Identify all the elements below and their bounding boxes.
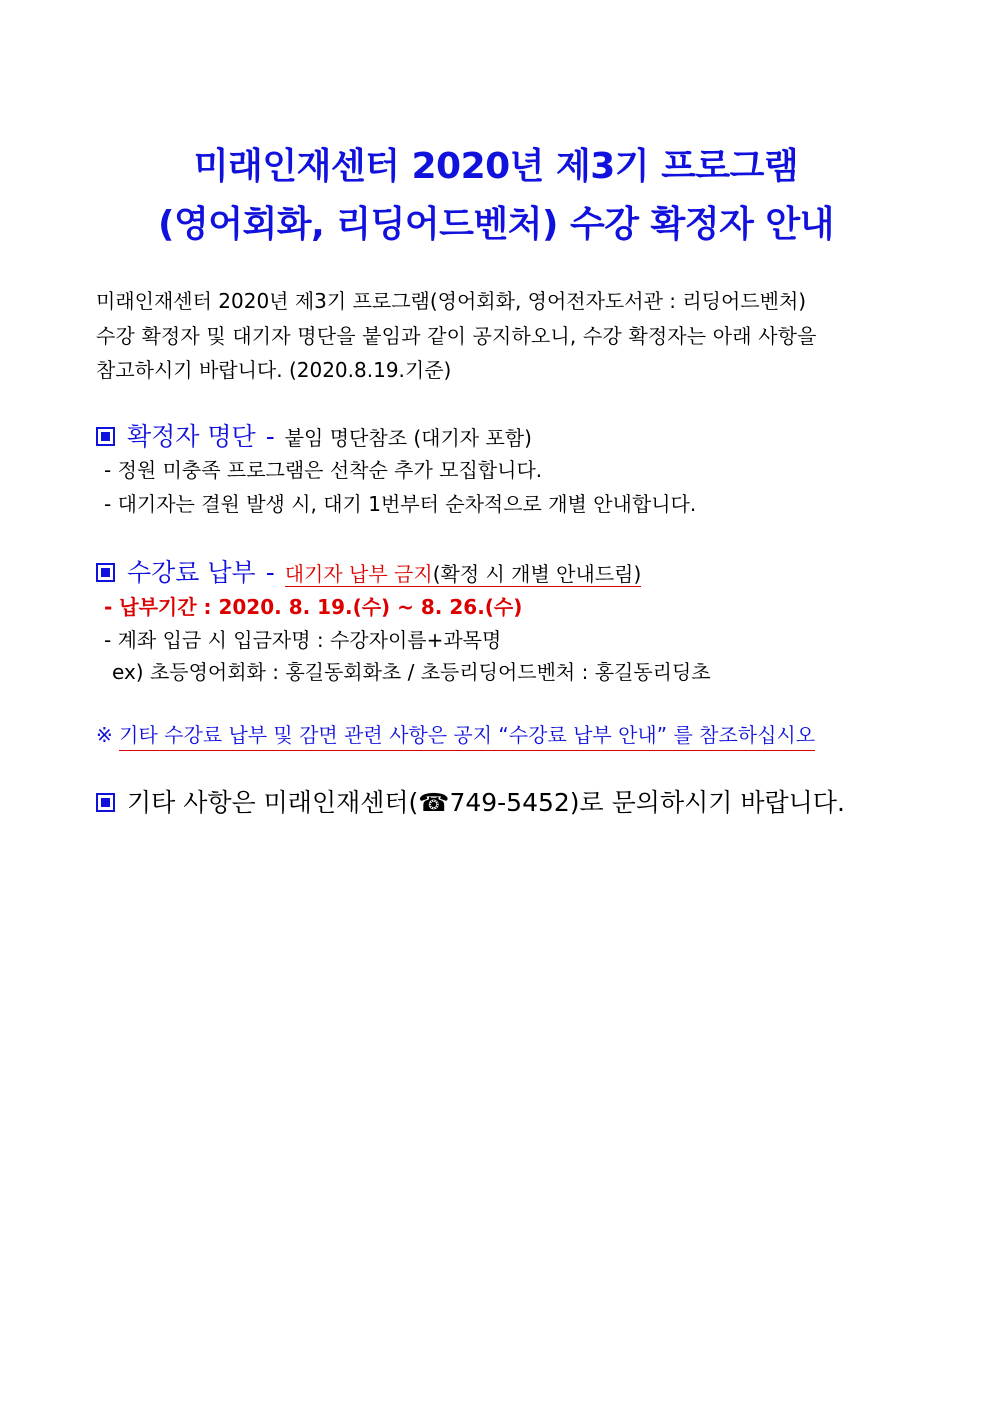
section-title: 확정자 명단 <box>127 422 256 451</box>
fee-notice <box>96 725 815 745</box>
waitlist-payment-prohibited: 대기자 납부 금지 <box>284 562 433 586</box>
document-title-line2: (영어회화, 리딩어드벤처) 수강 확정자 안내 <box>158 204 834 245</box>
list-item: - 대기자는 결원 발생 시, 대기 1번부터 순차적으로 개별 안내합니다. <box>104 492 697 516</box>
payment-period: - 납부기간 : 2020. 8. 19.(수) ~ 8. 26.(수) <box>104 595 523 619</box>
section-title: 수강료 납부 <box>127 558 256 587</box>
transfer-example: ex) 초등영어회화 : 홍길동회화초 / 초등리딩어드벤처 : 홍길동리딩초 <box>112 660 711 684</box>
section-dash: - <box>265 422 275 451</box>
square-bullet-icon <box>96 563 115 582</box>
payment-warning <box>285 564 642 587</box>
square-bullet-icon <box>96 793 115 812</box>
list-item: - 정원 미충족 프로그램은 선착순 추가 모집합니다. <box>104 458 543 482</box>
fee-notice-text: 기타 수강료 납부 및 감면 관련 사항은 공지 “수강료 납부 안내” 를 참조하십시오 <box>119 723 815 751</box>
intro-line3: 참고하시기 바랍니다. (2020.8.19.기준) <box>96 358 452 382</box>
section-confirmed-list-heading <box>96 424 532 449</box>
section-dash: - <box>265 558 275 587</box>
intro-line2: 수강 확정자 및 대기자 명단을 붙임과 같이 공지하오니, 수강 확정자는 아래 사항을 <box>96 324 817 348</box>
section-contact-heading <box>96 790 845 815</box>
square-bullet-icon <box>96 427 115 446</box>
section-fee-payment-heading <box>96 560 641 587</box>
payment-warning-suffix: (확정 시 개별 안내드림) <box>432 562 642 586</box>
contact-text: 기타 사항은 미래인재센터(☎749-5452)로 문의하시기 바랍니다. <box>127 788 845 817</box>
intro-line1: 미래인재센터 2020년 제3기 프로그램(영어회화, 영어전자도서관 : 리딩어드벤처) <box>96 289 807 313</box>
reference-mark: ※ <box>96 723 113 747</box>
transfer-instruction: - 계좌 입금 시 입금자명 : 수강자이름+과목명 <box>104 628 502 652</box>
document-title-line1: 미래인재센터 2020년 제3기 프로그램 <box>193 146 799 187</box>
section-detail: 붙임 명단참조 (대기자 포함) <box>284 426 532 450</box>
